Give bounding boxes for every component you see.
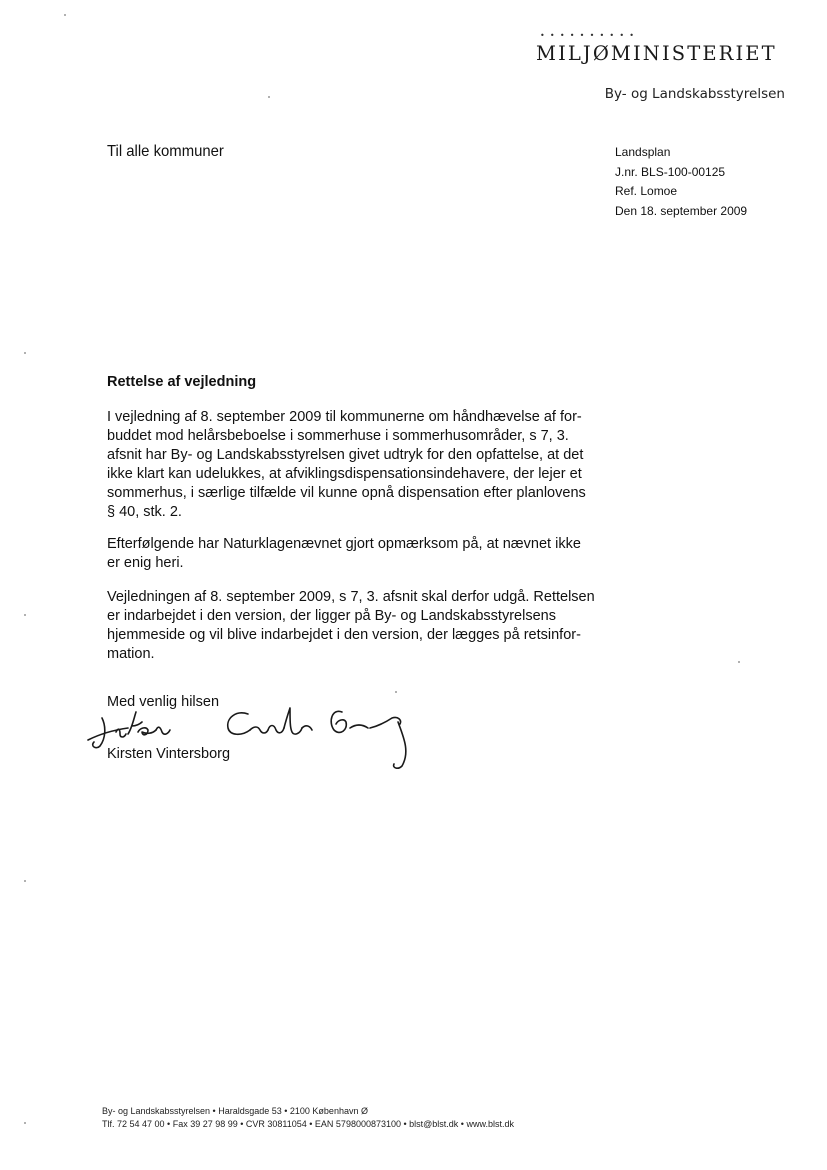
reference-date: Den 18. september 2009	[615, 203, 748, 218]
paragraph-line: er enig heri.	[107, 555, 184, 571]
logo-dots: ••••••••••	[540, 31, 640, 40]
letter-heading: Rettelse af vejledning	[107, 374, 257, 390]
reference-block	[615, 143, 747, 221]
reference-office: Landsplan	[615, 145, 671, 159]
scan-speck	[24, 352, 26, 354]
scan-speck	[24, 880, 26, 882]
scan-speck	[738, 661, 740, 663]
footer-contact: Tlf. 72 54 47 00 • Fax 39 27 98 99 • CVR 30811054 • EAN 5798000873100 • blst@blst.dk • www.blst.dk	[102, 1119, 514, 1129]
scan-speck	[24, 1122, 26, 1124]
paragraph-line: hjemmeside og vil blive indarbejdet i den version, der lægges på retsinfor-	[107, 627, 581, 643]
paragraph-1	[107, 408, 637, 522]
reference-journal-number: J.nr. BLS-100-00125	[615, 164, 726, 179]
signer-name: Kirsten Vintersborg	[107, 746, 231, 762]
footer-address: By- og Landskabsstyrelsen • Haraldsgade 53 • 2100 København Ø	[102, 1106, 368, 1116]
paragraph-line: Vejledningen af 8. september 2009, s 7, 3. afsnit skal derfor udgå. Rettelsen	[107, 589, 595, 605]
ministry-logo-text: MILJØMINISTERIET	[536, 42, 777, 65]
paragraph-line: mation.	[107, 646, 155, 662]
paragraph-line: sommerhus, i særlige tilfælde vil kunne opnå dispensation efter planlovens	[107, 485, 586, 501]
paragraph-3	[107, 588, 637, 664]
recipient: Til alle kommuner	[107, 143, 224, 160]
paragraph-line: § 40, stk. 2.	[107, 504, 182, 520]
paragraph-line: er indarbejdet i den version, der ligger på By- og Landskabsstyrelsens	[107, 608, 556, 624]
paragraph-line: buddet mod helårsbeboelse i sommerhuse i sommerhusområder, s 7, 3.	[107, 428, 569, 444]
scan-speck	[268, 96, 270, 98]
reference-ref: Ref. Lomoe	[615, 184, 678, 198]
scan-speck	[395, 691, 397, 693]
paragraph-line: afsnit har By- og Landskabsstyrelsen givet udtryk for den opfattelse, at det	[107, 447, 584, 463]
paragraph-line: ikke klart kan udelukkes, at afviklingsdispensationsindehavere, der lejer et	[107, 466, 582, 482]
scan-speck	[24, 614, 26, 616]
agency-name: By- og Landskabsstyrelsen	[604, 86, 785, 102]
paragraph-line: Efterfølgende har Naturklagenævnet gjort opmærksom på, at nævnet ikke	[107, 536, 581, 552]
closing-greeting: Med venlig hilsen	[107, 694, 220, 710]
footer	[102, 1105, 514, 1131]
paragraph-2	[107, 535, 637, 573]
scan-speck	[64, 14, 66, 16]
paragraph-line: I vejledning af 8. september 2009 til kommunerne om håndhævelse af for-	[107, 409, 582, 425]
